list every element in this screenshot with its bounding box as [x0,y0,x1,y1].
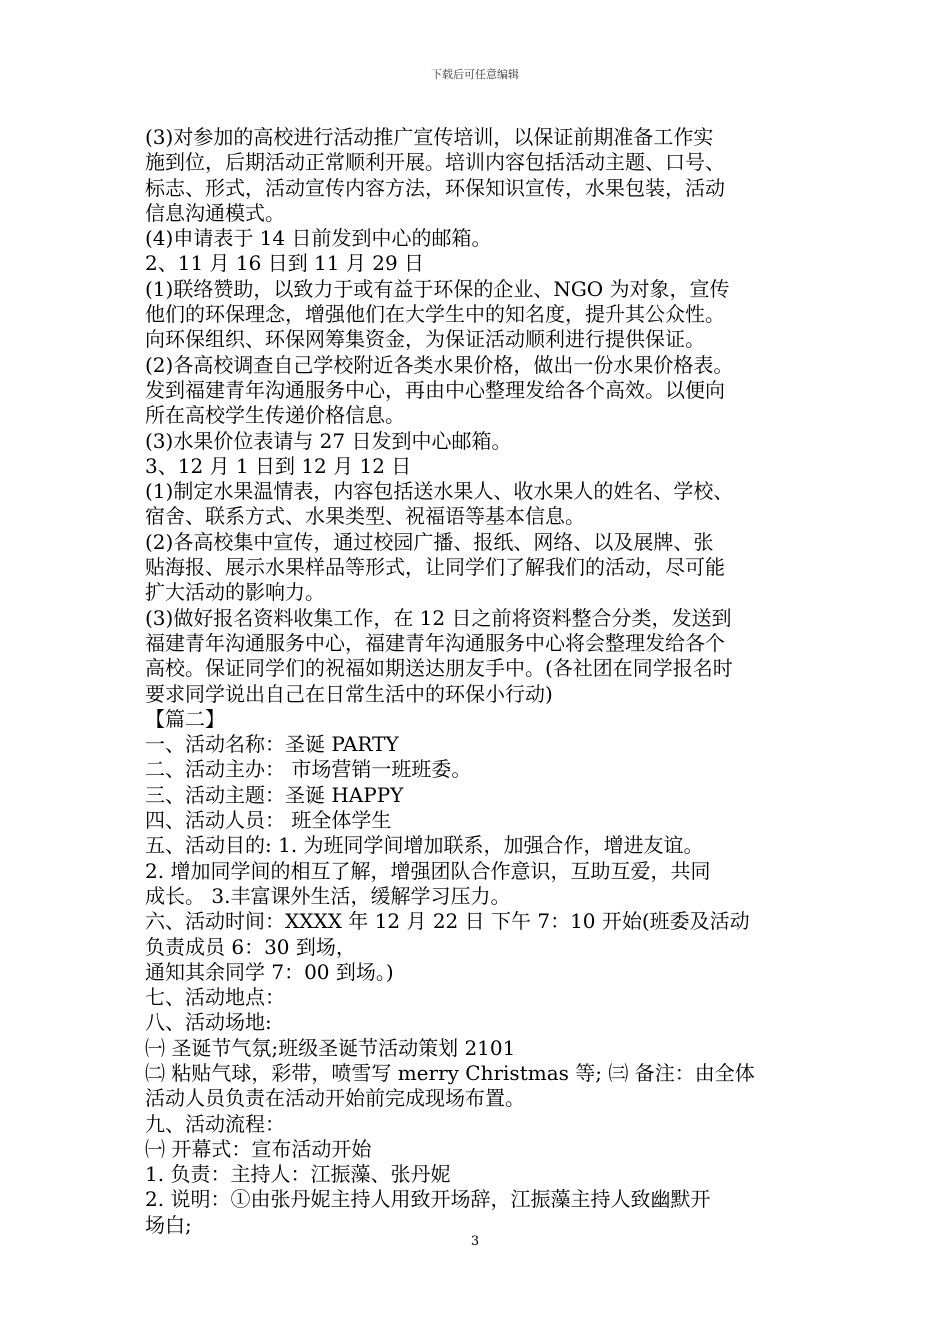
text-line: 他们的环保理念，增强他们在大学生中的知名度，提升其公众性。 [145,302,725,327]
text-line: (2)各高校集中宣传，通过校园广播、报纸、网络、以及展牌、张 [145,529,714,554]
text-line: 发到福建青年沟通服务中心，再由中心整理发给各个高效。以便向 [145,377,725,402]
text-line: 六、活动时间：XXXX 年 12 月 22 日 下午 7：10 开始(班委及活动 [145,909,750,934]
text-line: (3)对参加的高校进行活动推广宣传培训，以保证前期准备工作实 [145,125,714,149]
page-header: 下载后可任意编辑 [431,68,519,81]
text-line: 2、11 月 16 日到 11 月 29 日 [145,251,425,276]
text-line: 成长。 3.丰富课外生活，缓解学习压力。 [145,883,511,908]
text-line: (1)制定水果温情表，内容包括送水果人、收水果人的姓名、学校、 [145,479,734,504]
text-line: 向环保组织、环保网筹集资金，为保证活动顺利进行提供保证。 [145,327,705,352]
text-line: 通知其余同学 7：00 到场。) [145,959,394,984]
page-number: 3 [470,1234,480,1249]
section-heading: 【篇二】 [145,706,225,731]
text-line: 三、活动主题：圣诞 HAPPY [145,782,404,807]
text-line: 场白; [145,1212,192,1237]
text-line: 二、活动主办： 市场营销一班班委。 [145,757,472,782]
text-line: 四、活动人员： 班全体学生 [145,808,392,833]
text-line: 负责成员 6：30 到场， [145,934,356,959]
text-line: ㈡ 粘贴气球，彩带，喷雪写 merry Christmas 等; ㈢ 备注：由全体 [145,1060,755,1085]
text-line: 五、活动目的: 1. 为班同学间增加联系，加强合作，增进友谊。 [145,833,704,858]
text-line: 2. 增加同学间的相互了解，增强团队合作意识，互助互爱，共同 [145,858,711,883]
text-line: 贴海报、展示水果样品等形式，让同学们了解我们的活动，尽可能 [145,555,725,580]
text-line: ㈠ 开幕式：宣布活动开始 [145,1136,372,1161]
text-line: (2)各高校调查自己学校附近各类水果价格，做出一份水果价格表。 [145,352,734,377]
text-line: (3)水果价位表请与 27 日发到中心邮箱。 [145,428,512,453]
text-line: 高校。保证同学们的祝福如期送达朋友手中。(各社团在同学报名时 [145,656,733,681]
text-line: 施到位，后期活动正常顺利开展。培训内容包括活动主题、口号、 [145,150,725,175]
text-line: ㈠ 圣诞节气氛;班级圣诞节活动策划 2101 [145,1035,516,1060]
text-line: 福建青年沟通服务中心，福建青年沟通服务中心将会整理发给各个 [145,630,725,655]
document-body [145,125,813,1238]
text-line: 八、活动场地: [145,1010,272,1035]
text-line: 活动人员负责在活动开始前完成现场布置。 [145,1086,525,1111]
text-line: 要求同学说出自己在日常生活中的环保小行动) [145,681,553,706]
text-line: 信息沟通模式。 [145,200,285,225]
text-line: (3)做好报名资料收集工作，在 12 日之前将资料整合分类，发送到 [145,605,732,630]
text-line: (1)联络赞助，以致力于或有益于环保的企业、NGO 为对象，宣传 [145,276,730,301]
text-line: 1. 负责：主持人：江振藻、张丹妮 [145,1162,451,1187]
text-line: 所在高校学生传递价格信息。 [145,403,405,428]
text-line: 3、12 月 1 日到 12 月 12 日 [145,453,412,478]
text-line: 九、活动流程： [145,1111,285,1136]
text-line: 扩大活动的影响力。 [145,580,325,605]
text-line: 标志、形式，活动宣传内容方法，环保知识宣传，水果包装，活动 [145,175,725,200]
text-line: (4)申请表于 14 日前发到中心的邮箱。 [145,226,492,251]
text-line: 2. 说明：①由张丹妮主持人用致开场辞，江振藻主持人致幽默开 [145,1187,711,1212]
text-line: 一、活动名称：圣诞 PARTY [145,732,399,757]
text-line: 七、活动地点： [145,985,285,1010]
text-line: 宿舍、联系方式、水果类型、祝福语等基本信息。 [145,504,585,529]
